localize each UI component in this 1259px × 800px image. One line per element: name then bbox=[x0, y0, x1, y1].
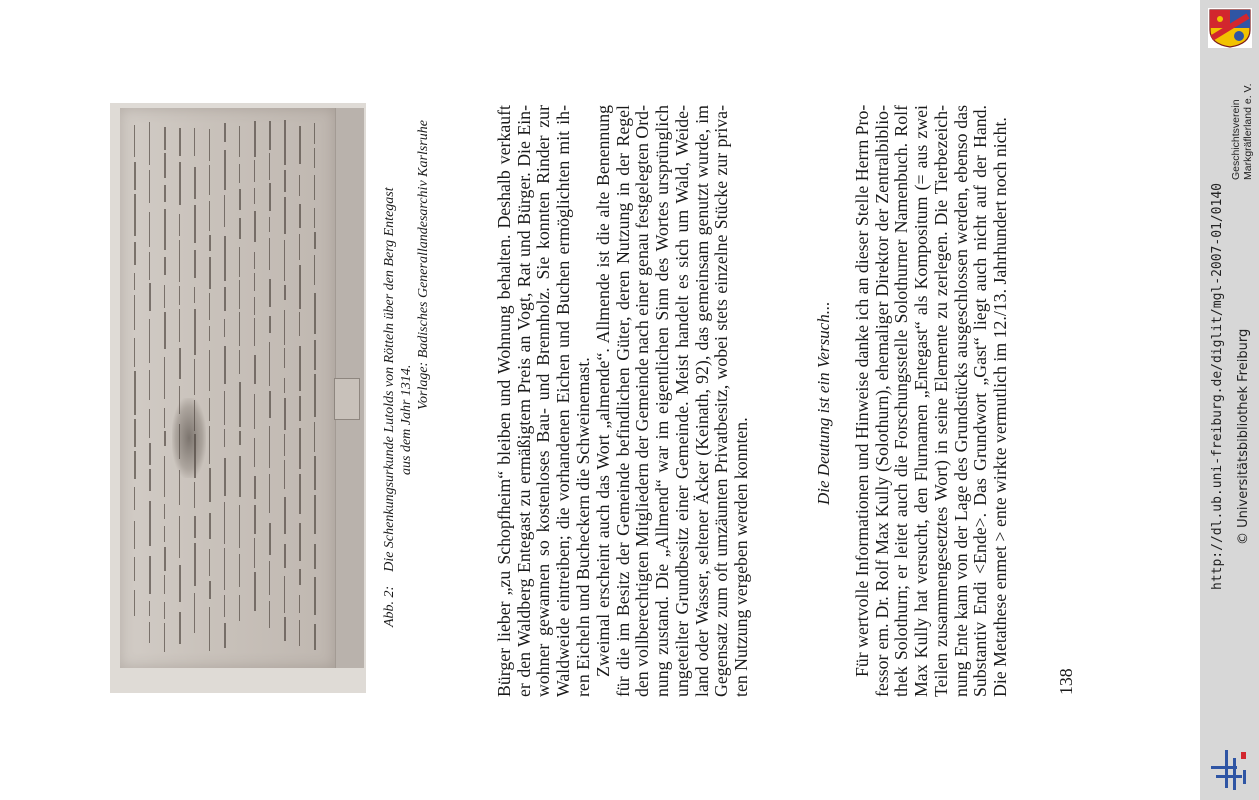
text-line: land oder Wasser, seltener Äcker (Keinath, 92), das gemeinsam genutzt wurde, im bbox=[691, 105, 712, 697]
handwriting-stroke bbox=[149, 622, 150, 643]
handwriting-stroke bbox=[179, 162, 181, 206]
handwriting-stroke bbox=[299, 265, 301, 309]
handwriting-stroke bbox=[194, 543, 196, 586]
handwriting-stroke bbox=[134, 125, 135, 157]
handwriting-stroke bbox=[299, 234, 300, 260]
handwriting-stroke bbox=[254, 476, 256, 498]
handwriting-stroke bbox=[284, 348, 285, 368]
handwriting-stroke bbox=[224, 502, 225, 544]
handwriting-stroke bbox=[164, 575, 165, 594]
handwriting-stroke bbox=[179, 424, 180, 459]
handwriting-stroke bbox=[179, 565, 181, 601]
body-paragraph-1 bbox=[495, 105, 594, 697]
handwriting-stroke bbox=[224, 391, 225, 425]
society-line-1: Geschichtsverein bbox=[1230, 99, 1242, 180]
text-line: thek Solothurn; er leitet auch die Forschungsstelle Solothurner Namenbuch. Rolf bbox=[891, 105, 912, 697]
handwriting-stroke bbox=[224, 123, 226, 142]
handwriting-stroke bbox=[194, 593, 195, 634]
society-name bbox=[1230, 84, 1254, 181]
handwriting-stroke bbox=[314, 293, 316, 334]
handwriting-stroke bbox=[254, 188, 255, 204]
handwriting-stroke bbox=[284, 170, 286, 192]
handwriting-stroke bbox=[194, 128, 195, 156]
handwriting-stroke bbox=[134, 521, 135, 549]
section-heading: Die Deutung ist ein Versuch... bbox=[814, 301, 833, 505]
handwriting-stroke bbox=[239, 189, 241, 211]
handwriting-stroke bbox=[284, 378, 285, 392]
handwriting-stroke bbox=[254, 252, 255, 269]
handwriting-stroke bbox=[314, 456, 316, 490]
handwriting-stroke bbox=[224, 346, 226, 384]
handwriting-stroke bbox=[134, 487, 135, 510]
text-line: Die Metathese enmet > ente wirkte vermutlich im 12./13. Jahrhundert noch nicht. bbox=[989, 117, 1010, 697]
handwriting-stroke bbox=[149, 601, 150, 616]
handwriting-stroke bbox=[269, 153, 270, 180]
figure-caption bbox=[381, 120, 432, 627]
handwriting-stroke bbox=[164, 431, 166, 446]
copyright-notice: © Universitätsbibliothek Freiburg bbox=[1236, 328, 1251, 545]
handwriting-stroke bbox=[284, 544, 286, 568]
handwriting-stroke bbox=[134, 590, 135, 615]
handwriting-stroke bbox=[194, 516, 196, 537]
text-line: Zweimal erscheint auch das Wort „almende“. Allmende ist die alte Benennung bbox=[593, 105, 613, 677]
caption-credit: Vorlage: Badisches Generallandesarchiv Karlsruhe bbox=[416, 120, 431, 410]
handwriting-stroke bbox=[134, 242, 136, 265]
digital-library-url[interactable]: http://dl.ub.uni-freiburg.de/diglit/mgl-2007-01/0140 bbox=[1210, 183, 1225, 590]
handwriting-stroke bbox=[149, 556, 151, 594]
handwriting-stroke bbox=[209, 350, 210, 391]
handwriting-stroke bbox=[314, 340, 316, 370]
handwriting-stroke bbox=[239, 350, 240, 374]
caption-line-1 bbox=[381, 120, 398, 627]
handwriting-stroke bbox=[149, 501, 151, 546]
handwriting-stroke bbox=[164, 185, 166, 202]
handwriting-stroke bbox=[179, 386, 180, 413]
text-line: ungeteilter Grundbesitz einer Gemeinde. Meist handelt es sich um Wald, Weide- bbox=[671, 105, 692, 697]
handwriting-stroke bbox=[314, 123, 315, 145]
handwriting-stroke bbox=[179, 470, 180, 506]
handwriting-stroke bbox=[134, 273, 135, 289]
society-line-2: Markgräflerland e. V. bbox=[1242, 83, 1254, 180]
handwriting-stroke bbox=[209, 513, 211, 539]
text-line: Für wertvolle Informationen und Hinweise danke ich an dieser Stelle Herrn Pro- bbox=[852, 104, 872, 677]
text-line: nung zustand. Die „Allmend“ war im eigentlichen Sinn des Wortes ursprünglich bbox=[652, 105, 673, 697]
handwriting-stroke bbox=[269, 561, 270, 595]
charter-parchment bbox=[120, 108, 335, 668]
handwriting-stroke bbox=[299, 396, 301, 421]
handwriting-stroke bbox=[209, 398, 210, 421]
handwriting-stroke bbox=[134, 419, 136, 447]
handwriting-stroke bbox=[164, 357, 165, 399]
handwriting-stroke bbox=[269, 316, 271, 333]
handwriting-stroke bbox=[209, 581, 211, 599]
handwriting-stroke bbox=[179, 286, 180, 306]
handwriting-stroke bbox=[314, 495, 316, 534]
text-line: ten Nutzung vergeben werden konnten. bbox=[730, 417, 751, 697]
handwriting-stroke bbox=[134, 295, 135, 331]
handwriting-stroke bbox=[224, 195, 225, 228]
handwriting-stroke bbox=[254, 160, 255, 182]
handwriting-stroke bbox=[314, 148, 315, 167]
handwriting-stroke bbox=[134, 194, 136, 236]
handwriting-stroke bbox=[254, 538, 255, 568]
handwriting-stroke bbox=[239, 505, 240, 548]
handwriting-stroke bbox=[299, 204, 301, 227]
handwriting-stroke bbox=[314, 624, 316, 651]
handwriting-stroke bbox=[314, 544, 316, 569]
handwriting-stroke bbox=[209, 468, 211, 502]
handwriting-stroke bbox=[254, 438, 255, 467]
handwriting-stroke bbox=[269, 238, 270, 270]
handwriting-stroke bbox=[179, 309, 180, 342]
handwriting-stroke bbox=[239, 431, 241, 445]
handwriting-stroke bbox=[179, 128, 181, 156]
handwriting-stroke bbox=[269, 474, 270, 513]
handwriting-stroke bbox=[284, 285, 286, 299]
handwriting-stroke bbox=[314, 232, 316, 249]
handwriting-stroke bbox=[164, 257, 166, 275]
handwriting-stroke bbox=[284, 120, 286, 165]
handwriting-stroke bbox=[269, 121, 271, 150]
handwriting-stroke bbox=[209, 293, 210, 320]
handwriting-stroke bbox=[299, 569, 301, 584]
handwriting-stroke bbox=[224, 548, 225, 590]
handwriting-stroke bbox=[299, 523, 301, 561]
charter-seal-tab bbox=[334, 378, 360, 420]
handwriting-stroke bbox=[254, 572, 256, 611]
handwriting-stroke bbox=[299, 126, 301, 165]
handwriting-stroke bbox=[164, 547, 166, 570]
handwriting-stroke bbox=[209, 426, 210, 463]
handwriting-stroke bbox=[269, 183, 271, 211]
handwriting-stroke bbox=[269, 279, 271, 307]
caption-label: Abb. 2: bbox=[382, 585, 397, 627]
handwriting-stroke bbox=[239, 595, 240, 621]
handwriting-stroke bbox=[299, 346, 301, 392]
caption-line-2: aus dem Jahr 1314. bbox=[399, 364, 414, 475]
handwriting-stroke bbox=[134, 338, 135, 368]
handwriting-stroke bbox=[299, 474, 301, 514]
handwriting-stroke bbox=[284, 497, 286, 534]
handwriting-stroke bbox=[269, 391, 271, 417]
handwriting-stroke bbox=[224, 236, 226, 281]
text-line: wohner gewannen so kostenloses Bau- und Brennholz. Sie konnten Rinder zur bbox=[533, 105, 554, 697]
handwriting-stroke bbox=[314, 374, 316, 417]
handwriting-stroke bbox=[179, 516, 180, 558]
handwriting-stroke bbox=[209, 235, 211, 251]
handwriting-stroke bbox=[224, 150, 226, 189]
handwriting-stroke bbox=[239, 312, 240, 346]
handwriting-stroke bbox=[239, 554, 240, 588]
handwriting-stroke bbox=[224, 595, 225, 617]
handwriting-stroke bbox=[239, 382, 241, 427]
handwriting-stroke bbox=[269, 523, 271, 555]
handwriting-stroke bbox=[284, 398, 286, 430]
handwriting-stroke bbox=[299, 595, 300, 613]
ub-freiburg-logo-icon bbox=[1211, 748, 1251, 792]
handwriting-stroke bbox=[284, 240, 285, 281]
handwriting-stroke bbox=[164, 312, 166, 349]
handwriting-stroke bbox=[149, 122, 150, 164]
handwriting-stroke bbox=[314, 208, 315, 228]
text-line: Teilen zusammengesetztes Wort) in seine Elemente zu zerlegen. Die Tierbezeich- bbox=[930, 105, 951, 697]
handwriting-stroke bbox=[194, 482, 195, 508]
text-line: den vollberechtigten Mitgliedern der Gemeinde nach einer genau festgelegten Ord- bbox=[632, 105, 653, 697]
text-line: fessor em. Dr. Rolf Max Kully (Solothurn), ehemaliger Direktor der Zentralbiblio- bbox=[871, 105, 892, 697]
handwriting-stroke bbox=[284, 576, 285, 613]
handwriting-stroke bbox=[209, 326, 210, 341]
handwriting-stroke bbox=[149, 409, 150, 437]
handwriting-stroke bbox=[164, 504, 165, 520]
handwriting-stroke bbox=[194, 167, 196, 199]
text-line: Substantiv Endi <Ende>. Das Grundwort „Gast“ liegt auch nicht auf der Hand. bbox=[970, 105, 991, 697]
handwriting-stroke bbox=[194, 400, 195, 431]
seal-stain bbox=[172, 398, 206, 478]
handwriting-stroke bbox=[299, 620, 300, 646]
handwriting-stroke bbox=[224, 623, 226, 648]
text-line: Bürger lieber „zu Schopfheim“ bleiben und Wohnung behalten. Deshalb verkauft bbox=[494, 105, 514, 697]
handwriting-stroke bbox=[149, 319, 150, 364]
handwriting-stroke bbox=[209, 165, 210, 195]
handwriting-stroke bbox=[194, 250, 196, 278]
handwriting-stroke bbox=[179, 348, 181, 379]
handwriting-stroke bbox=[224, 429, 225, 448]
handwriting-stroke bbox=[149, 370, 150, 400]
handwriting-stroke bbox=[254, 505, 256, 534]
handwriting-stroke bbox=[149, 252, 150, 280]
handwriting-stroke bbox=[194, 434, 196, 479]
handwriting-stroke bbox=[284, 310, 285, 345]
handwriting-stroke bbox=[314, 255, 315, 285]
handwriting-stroke bbox=[149, 443, 151, 465]
text-line: nung Ente kann von der Lage des Grundstücks ausgeschlossen werden, ebenso das bbox=[950, 105, 971, 697]
handwriting-stroke bbox=[239, 218, 241, 239]
handwriting-stroke bbox=[164, 456, 165, 497]
handwriting-stroke bbox=[299, 175, 300, 196]
page-number: 138 bbox=[1056, 668, 1076, 695]
society-crest-icon bbox=[1208, 8, 1252, 48]
handwriting-stroke bbox=[134, 557, 135, 582]
handwriting-stroke bbox=[164, 209, 166, 251]
handwriting-stroke bbox=[269, 601, 270, 627]
handwriting-stroke bbox=[164, 408, 165, 427]
handwriting-stroke bbox=[269, 342, 270, 386]
handwriting-stroke bbox=[269, 217, 270, 232]
handwriting-stroke bbox=[179, 612, 181, 643]
handwriting-stroke bbox=[164, 127, 166, 150]
handwriting-stroke bbox=[284, 434, 285, 456]
handwriting-stroke bbox=[179, 240, 180, 282]
handwriting-stroke bbox=[209, 201, 210, 231]
handwriting-stroke bbox=[299, 428, 301, 468]
handwriting-stroke bbox=[254, 211, 256, 242]
text-line: Gegensatz zum oft umzäunten Privatbesitz, wobei stets einzelne Stücke zur priva- bbox=[711, 105, 732, 697]
handwriting-stroke bbox=[164, 602, 165, 619]
handwriting-stroke bbox=[149, 212, 150, 247]
handwriting-stroke bbox=[194, 309, 196, 355]
text-line: Max Kully hat versucht, den Flurnamen „Entegast“ als Kompositum (= aus zwei bbox=[911, 105, 932, 697]
handwriting-stroke bbox=[209, 549, 210, 576]
handwriting-stroke bbox=[209, 129, 210, 161]
handwriting-stroke bbox=[239, 164, 240, 183]
handwriting-stroke bbox=[299, 312, 300, 336]
handwriting-stroke bbox=[164, 623, 165, 652]
handwriting-stroke bbox=[284, 197, 286, 234]
handwriting-stroke bbox=[149, 283, 151, 310]
body-paragraph-2 bbox=[594, 105, 752, 697]
handwriting-stroke bbox=[209, 257, 211, 289]
text-line: für die im Besitz der Gemeinde befindlichen Güter, deren Nutzung in der Regel bbox=[612, 105, 633, 697]
handwriting-stroke bbox=[134, 371, 136, 415]
handwriting-stroke bbox=[314, 577, 316, 615]
text-line: er den Waldberg Entegast zu ermäßigtem Preis an Vogt, Rat und Bürger. Die Ein- bbox=[513, 105, 534, 697]
handwriting-stroke bbox=[209, 607, 210, 652]
handwriting-stroke bbox=[164, 153, 166, 179]
handwriting-stroke bbox=[239, 456, 241, 497]
handwriting-stroke bbox=[269, 426, 270, 468]
handwriting-stroke bbox=[179, 214, 180, 237]
handwriting-stroke bbox=[254, 273, 255, 292]
handwriting-stroke bbox=[254, 297, 255, 315]
handwriting-stroke bbox=[314, 422, 315, 451]
handwriting-stroke bbox=[284, 617, 286, 641]
handwriting-stroke bbox=[254, 394, 255, 430]
handwriting-stroke bbox=[224, 287, 226, 312]
handwriting-stroke bbox=[239, 247, 240, 277]
handwriting-stroke bbox=[134, 162, 136, 190]
handwriting-stroke bbox=[134, 451, 136, 478]
handwriting-stroke bbox=[224, 319, 225, 337]
caption-text-1: Die Schenkungsurkunde Lutolds von Rötteln über den Berg Entegast bbox=[382, 187, 397, 572]
handwriting-stroke bbox=[164, 526, 165, 542]
handwriting-stroke bbox=[254, 121, 256, 157]
handwriting-stroke bbox=[314, 175, 315, 200]
handwriting-stroke bbox=[164, 285, 165, 307]
handwriting-stroke bbox=[224, 458, 226, 496]
handwriting-stroke bbox=[149, 170, 150, 203]
handwriting-stroke bbox=[254, 355, 256, 384]
text-line: ren Eicheln und Bucheckern die Schweinemast. bbox=[572, 357, 593, 697]
handwriting-stroke bbox=[284, 460, 285, 490]
handwriting-stroke bbox=[149, 469, 151, 492]
charter-image bbox=[110, 103, 366, 693]
handwriting-stroke bbox=[254, 318, 255, 345]
handwriting-stroke bbox=[239, 280, 240, 310]
text-line: Waldweide eintreiben; die vorhandenen Eichen und Buchen ermöglichten mit ih- bbox=[553, 105, 574, 697]
body-paragraph-3 bbox=[853, 105, 1011, 697]
handwriting-stroke bbox=[239, 126, 240, 157]
handwriting-stroke bbox=[194, 359, 195, 395]
handwriting-stroke bbox=[194, 205, 196, 243]
handwriting-stroke bbox=[194, 287, 195, 303]
